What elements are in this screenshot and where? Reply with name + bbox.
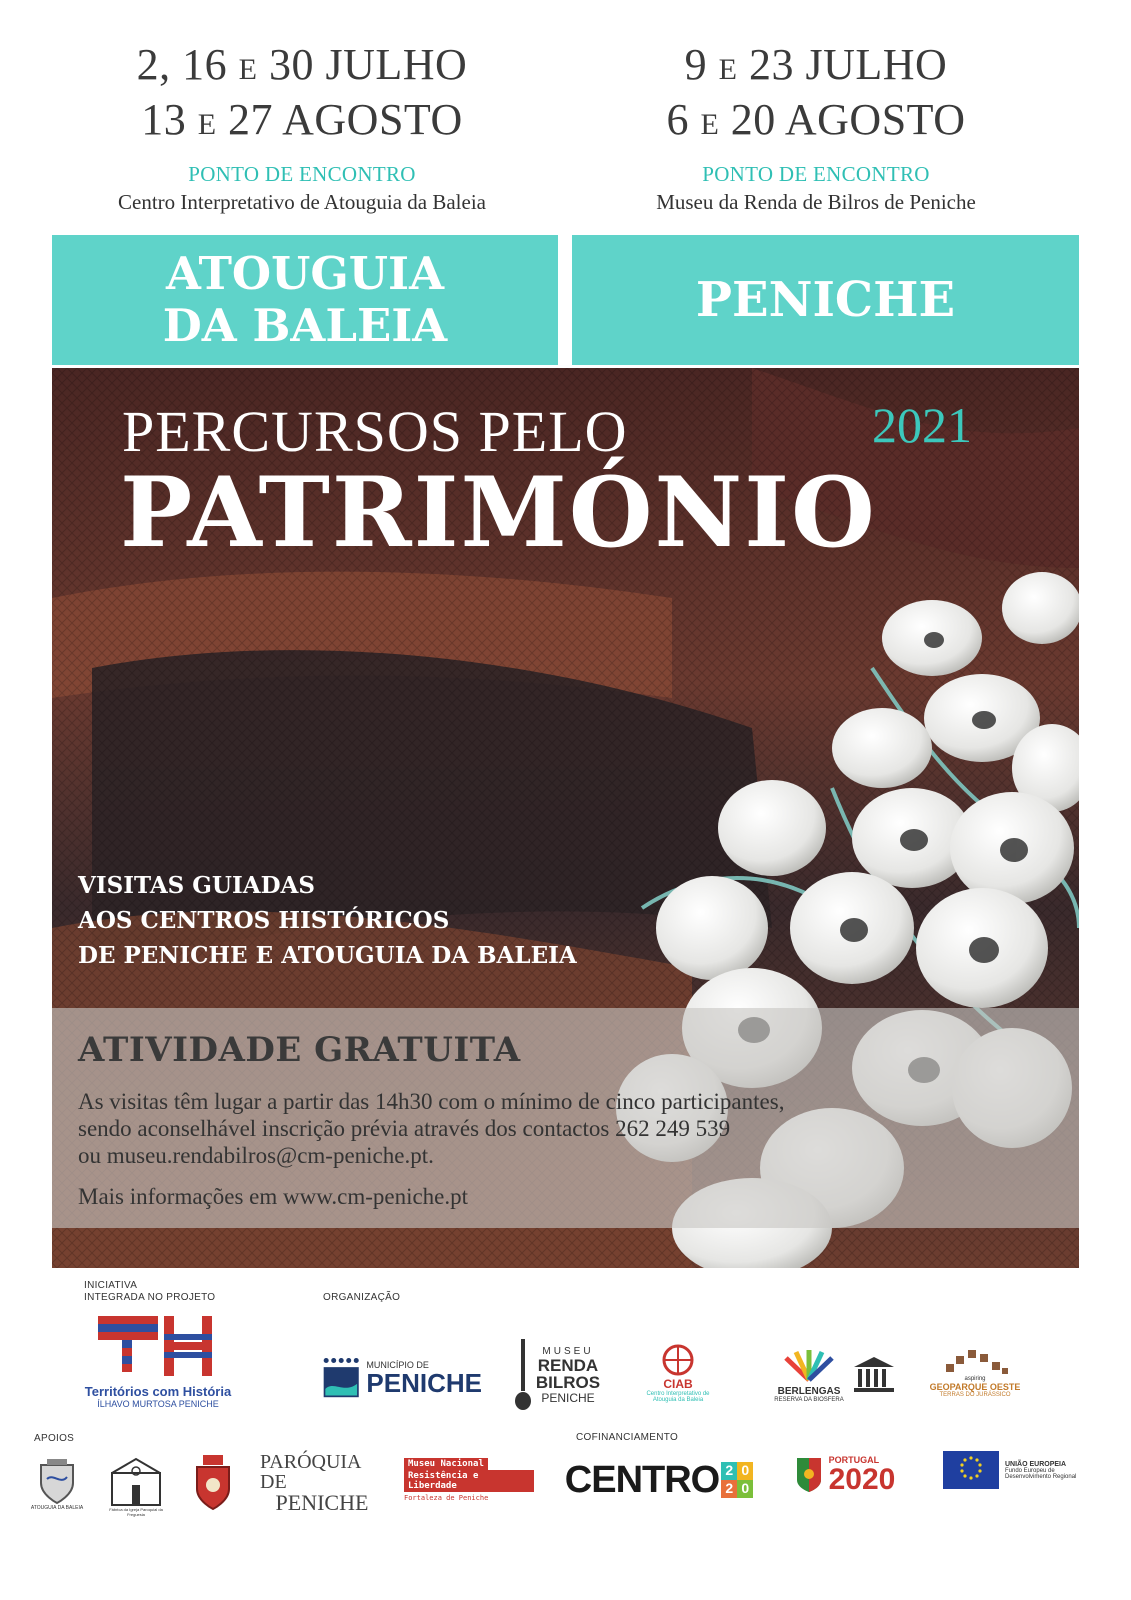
berlengas-logo: [768, 1335, 908, 1415]
paroquia-line: PENICHE: [275, 1490, 369, 1515]
info-line: sendo aconselhável inscrição prévia através dos contactos 262 249 539: [78, 1116, 731, 1141]
museu-nac-line: Resistência e Liberdade: [404, 1470, 534, 1492]
tab-line: DA BALEIA: [162, 299, 448, 352]
museu-nacional-resistencia-logo: [404, 1457, 534, 1503]
tab-peniche: [572, 235, 1079, 365]
biosphere-rays-icon: [780, 1348, 838, 1382]
info-title: ATIVIDADE GRATUITA: [78, 1030, 521, 1070]
dates-peniche: [566, 40, 1066, 215]
bobbin-icon: [514, 1339, 532, 1411]
meeting-label: PONTO DE ENCONTRO: [188, 162, 416, 186]
eu-flag-icon: [943, 1451, 999, 1489]
visits-line: DE PENICHE E ATOUGUIA DA BALEIA: [78, 942, 577, 969]
initiative-label: [84, 1280, 215, 1304]
centro-name: CENTRO: [564, 1458, 720, 1501]
centro-digit: 2: [721, 1480, 737, 1498]
geoparque-sub: TERRAS DO JURÁSSICO: [939, 1391, 1011, 1398]
ue-fund: Fundo Europeu de Desenvolvimento Regional: [1005, 1467, 1077, 1480]
title-year: 2021: [872, 397, 972, 453]
municipio-small: MUNICÍPIO DE: [366, 1359, 429, 1370]
municipal-crest-logo: [188, 1448, 238, 1520]
ciab-name: CIAB: [663, 1377, 693, 1391]
municipio-crest-icon: [322, 1353, 360, 1403]
portugal-2020-logo: [780, 1450, 910, 1500]
geoparque-oeste-logo: [920, 1335, 1030, 1410]
ciab-logo: [638, 1338, 718, 1408]
centro-digits: [721, 1462, 753, 1498]
paroquia-line: PARÓQUIA DE: [260, 1451, 361, 1493]
supports-label: APOIOS: [34, 1433, 75, 1444]
th-monogram-icon: [98, 1316, 218, 1378]
ue-label: UNIÃO EUROPEIA: [1005, 1460, 1067, 1468]
red-crest-icon: [193, 1455, 233, 1513]
title-percursos: PERCURSOS PELO: [122, 399, 628, 464]
dates-line-2: 6 E 20 AGOSTO: [666, 95, 966, 144]
th-places: ÍLHAVO MURTOSA PENICHE: [97, 1399, 219, 1409]
tab-line: ATOUGUIA: [165, 247, 445, 300]
portugal-label: PORTUGAL: [828, 1455, 880, 1465]
geoparque-small: aspiring: [964, 1375, 986, 1382]
info-line: As visitas têm lugar a partir das 14h30 com o mínimo de cinco participantes,: [78, 1089, 785, 1114]
info-body: [78, 1088, 784, 1169]
freguesia-sub: ATOUGUIA DA BALEIA: [30, 1505, 84, 1511]
info-box: [52, 1008, 1079, 1228]
label-line: INTEGRADA NO PROJETO: [84, 1292, 216, 1303]
ciab-sub: Centro Interpretativo de Atouguia da Baleia: [646, 1391, 710, 1403]
dates-atouguia: [52, 40, 552, 215]
museu-nac-line: Museu Nacional: [404, 1458, 488, 1470]
visits-line: VISITAS GUIADAS: [78, 872, 315, 899]
th-name: Territórios com História: [84, 1384, 232, 1399]
more-info-link[interactable]: Mais informações em www.cm-peniche.pt: [78, 1184, 469, 1209]
meeting-place: Centro Interpretativo de Atouguia da Baleia: [118, 190, 486, 214]
centro-2020-logo: [564, 1455, 750, 1505]
berlengas-sub: RESERVA DA BIOSFERA: [774, 1396, 844, 1403]
dates-line-1: 9 E 23 JULHO: [684, 40, 948, 89]
info-line: ou museu.rendabilros@cm-peniche.pt.: [78, 1143, 434, 1168]
museu-big: RENDA: [537, 1355, 599, 1375]
centro-digit: 0: [737, 1480, 753, 1498]
organization-label: ORGANIZAÇÃO: [323, 1292, 401, 1303]
museu-renda-bilros-logo: [512, 1335, 602, 1415]
label-line: INICIATIVA: [84, 1280, 138, 1291]
museu-small: MUSEU: [542, 1345, 594, 1357]
dates-line-2: 13 E 27 AGOSTO: [141, 95, 463, 144]
guided-visits-text: [78, 868, 577, 973]
meeting-label: PONTO DE ENCONTRO: [702, 162, 930, 186]
freguesia-atouguia-crest: [30, 1450, 84, 1520]
meeting-place: Museu da Renda de Bilros de Peniche: [656, 190, 976, 214]
berlengas-name: BERLENGAS: [777, 1385, 841, 1397]
fabrica-sub: Fábrica da Igreja Paroquial da Freguesia: [109, 1507, 163, 1517]
visits-line: AOS CENTROS HISTÓRICOS: [78, 907, 450, 934]
museu-big: BILROS: [535, 1372, 601, 1392]
church-icon: [108, 1455, 164, 1507]
hero-photo: [52, 368, 1079, 1268]
museu-sub: PENICHE: [541, 1390, 595, 1405]
shield-crest-icon: [37, 1459, 77, 1505]
municipio-peniche-logo: [322, 1350, 482, 1405]
geoparque-rocks-icon: [940, 1348, 1010, 1376]
museu-nac-sub: Fortaleza de Peniche: [404, 1494, 489, 1502]
municipio-big: PENICHE: [366, 1367, 482, 1398]
tab-label: PENICHE: [695, 272, 956, 328]
uniao-europeia-logo: [942, 1450, 1092, 1490]
centro-digit: 2: [721, 1462, 737, 1480]
tab-atouguia-da-baleia: [52, 235, 558, 365]
paroquia-peniche-logo: [260, 1451, 384, 1515]
territorios-com-historia-logo: [78, 1310, 238, 1415]
ciab-wheel-icon: [658, 1343, 698, 1377]
title-patrimonio: PATRIMÓNIO: [120, 456, 877, 569]
cofinancing-label: COFINANCIAMENTO: [576, 1432, 679, 1443]
portugal-shield-icon: [795, 1456, 823, 1494]
fabrica-igreja-logo: [104, 1448, 168, 1524]
portugal-year: 2020: [828, 1463, 896, 1496]
geoparque-name: GEOPARQUE OESTE: [929, 1381, 1021, 1392]
dates-line-1: 2, 16 E 30 JULHO: [136, 40, 468, 89]
centro-digit: 0: [737, 1462, 753, 1480]
unesco-icon: [852, 1355, 902, 1395]
